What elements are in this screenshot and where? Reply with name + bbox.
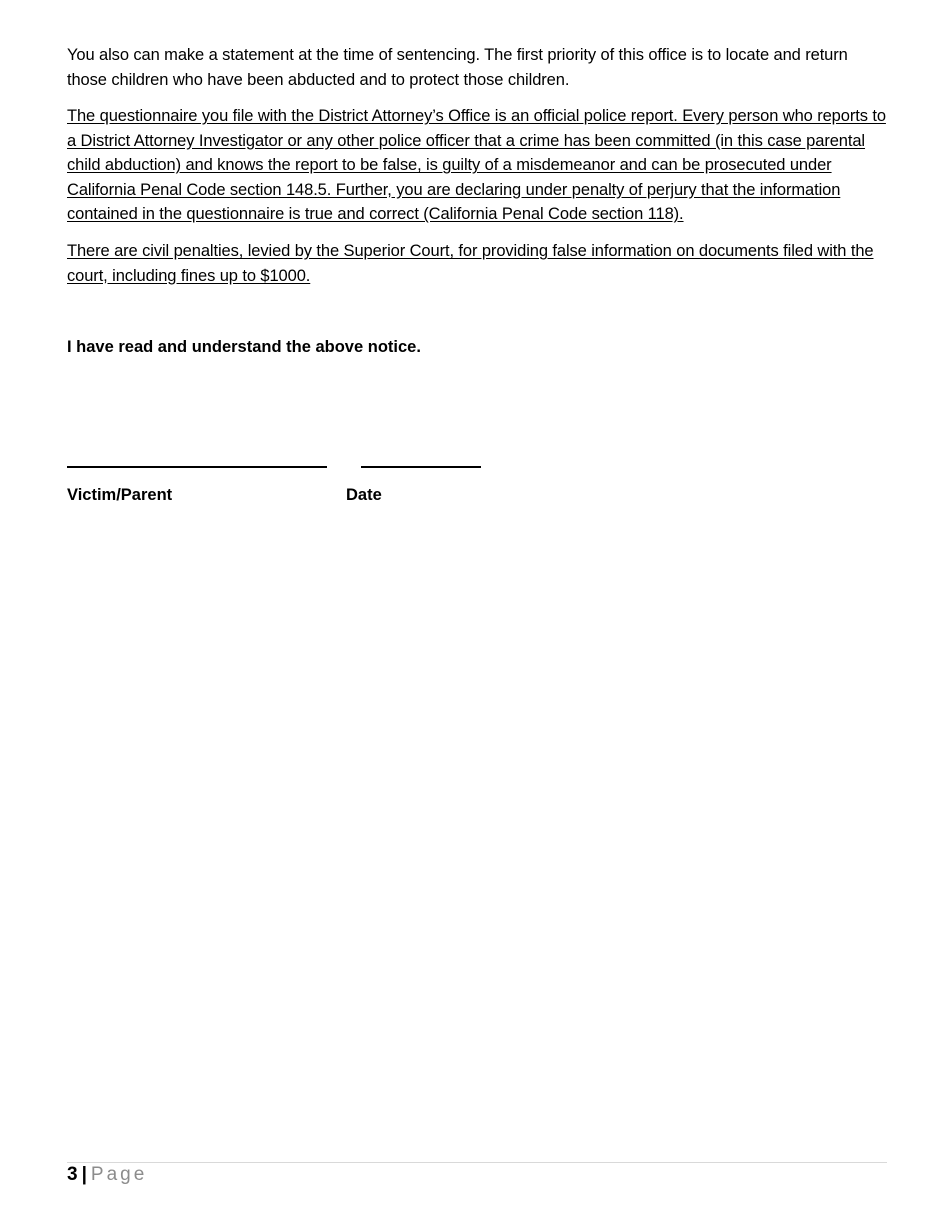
paragraph-official-report-notice: The questionnaire you file with the District Attorney’s Office is an official police report. Every person who reports to a District Attorney Investigator or any other police officer that a crime has been committed (in this case parental child abduction) and knows the report to be false, is guilty of a misdemeanor and can be prosecuted under California Penal Code section 148.5. Further, you are declaring under penalty of perjury that the information contained in the questionnaire is true and correct (California Penal Code section 118). xyxy=(67,107,886,223)
victim-parent-label: Victim/Parent xyxy=(67,486,173,504)
page-number: 3 xyxy=(67,1164,78,1185)
date-signature-line[interactable] xyxy=(361,466,481,468)
page-separator: | xyxy=(81,1164,87,1185)
page-footer xyxy=(67,1163,147,1187)
paragraph-civil-penalties: There are civil penalties, levied by the Superior Court, for providing false information on documents filed with the court, including fines up to $1000. xyxy=(67,242,874,285)
footer-divider xyxy=(67,1162,887,1163)
page-word: Page xyxy=(90,1164,148,1185)
paragraph-sentencing-statement: You also can make a statement at the time of sentencing. The first priority of this office is to locate and return those children who have been abducted and to protect those children. xyxy=(67,46,848,89)
victim-signature-line[interactable] xyxy=(67,466,327,468)
date-label: Date xyxy=(346,486,382,504)
acknowledgement-statement: I have read and understand the above notice. xyxy=(67,338,421,356)
